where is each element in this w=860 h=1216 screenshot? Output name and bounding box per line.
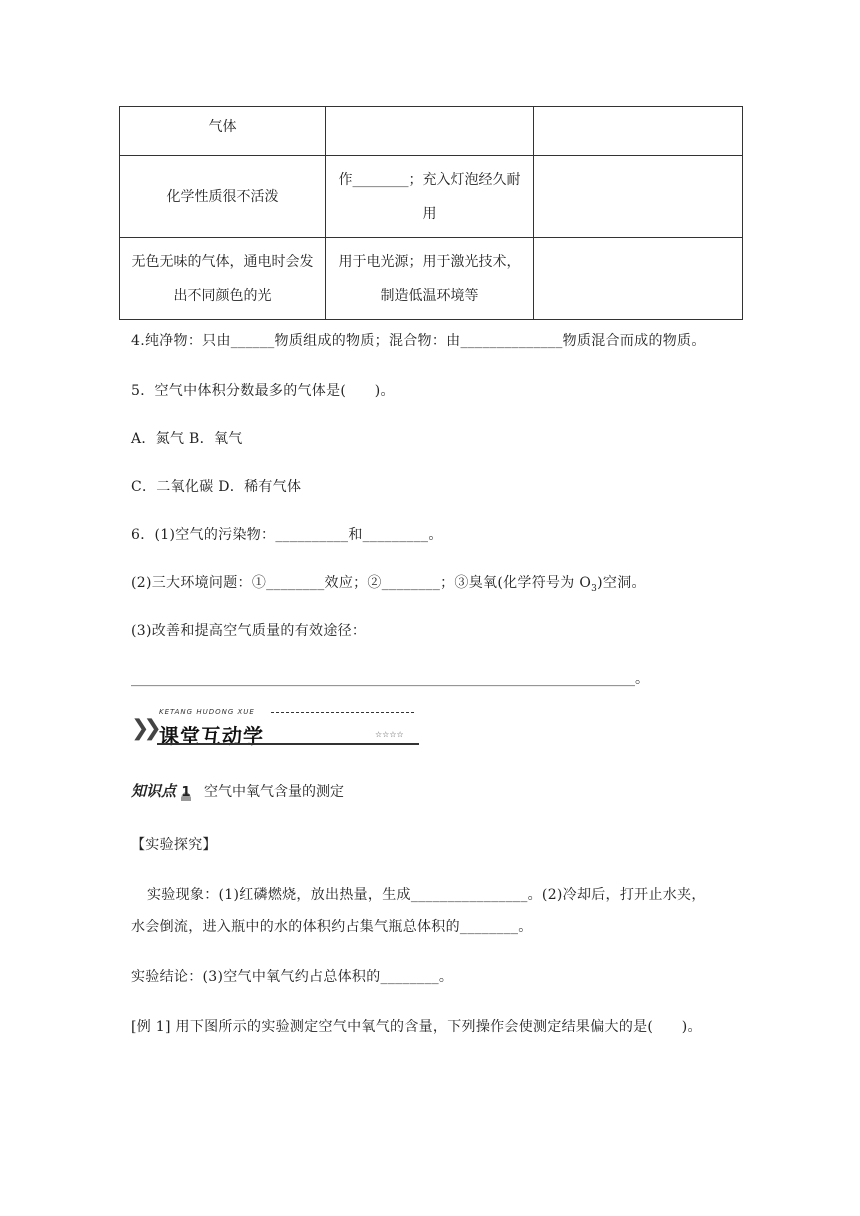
- section-title: 课堂互动学: [159, 724, 264, 748]
- experiment-heading: 【实验探究】: [131, 837, 217, 853]
- knowledge-point-title: 空气中氧气含量的测定: [204, 784, 345, 800]
- table-cell: 用于电光源；用于激光技术，制造低温环境等: [326, 238, 534, 320]
- table-cell: 作________；充入灯泡经久耐用: [326, 156, 534, 238]
- table-cell: [534, 156, 743, 238]
- table-row: [120, 238, 743, 320]
- question-5-stem: 5．空气中体积分数最多的气体是( )。: [131, 383, 395, 399]
- knowledge-point-label: 知识点: [131, 782, 177, 800]
- table-cell: [534, 107, 743, 156]
- banner-stars: ☆☆☆☆: [375, 730, 404, 739]
- question-5-options-cd: C．二氧化碳 D．稀有气体: [131, 479, 302, 495]
- banner-pinyin: KETANG HUDONG XUE: [159, 708, 255, 716]
- knowledge-point-heading: [131, 780, 344, 801]
- table-cell: [326, 107, 534, 156]
- table-cell: 无色无味的气体，通电时会发出不同颜色的光: [120, 238, 326, 320]
- experiment-phenomenon-1: 实验现象：(1)红磷燃烧，放出热量，生成________________。(2)冷却后，打开止水夹，: [147, 887, 706, 903]
- table-row: [120, 156, 743, 238]
- question-6-part-3: (3)改善和提高空气质量的有效途径：: [131, 623, 367, 639]
- ozone-subscript: 3: [591, 583, 598, 594]
- table-row: [120, 107, 743, 156]
- question-5-options-ab: A．氮气 B．氧气: [131, 431, 243, 447]
- table-cell: 气体: [120, 107, 326, 156]
- banner-underline: [157, 743, 419, 745]
- knowledge-point-number-icon: 1: [176, 785, 196, 801]
- answer-line: ________________________________________________________________________。: [131, 671, 649, 687]
- banner-dash-divider: [271, 712, 414, 713]
- question-6-part-1: 6．(1)空气的污染物：__________和_________。: [131, 527, 443, 543]
- question-6-part-2-end: )空洞。: [597, 575, 646, 591]
- question-4: 4.纯净物：只由______物质组成的物质；混合物：由______________物质混合而成的物质。: [131, 333, 706, 349]
- experiment-conclusion: 实验结论：(3)空气中氧气约占总体积的________。: [131, 969, 454, 985]
- example-1: [例 1] 用下图所示的实验测定空气中氧气的含量，下列操作会使测定结果偏大的是( )。: [131, 1019, 702, 1035]
- gas-properties-table: [119, 106, 743, 320]
- double-chevron-icon: ❯❯: [131, 716, 156, 741]
- table-cell: 化学性质很不活泼: [120, 156, 326, 238]
- experiment-phenomenon-2: 水会倒流，进入瓶中的水的体积约占集气瓶总体积的________。: [131, 919, 533, 935]
- question-6-part-2-text: (2)三大环境问题：①________效应；②________；③臭氧(化学符号为 O: [131, 575, 592, 591]
- table-cell: [534, 238, 743, 320]
- section-banner: [131, 704, 421, 748]
- question-6-part-2: [131, 572, 646, 594]
